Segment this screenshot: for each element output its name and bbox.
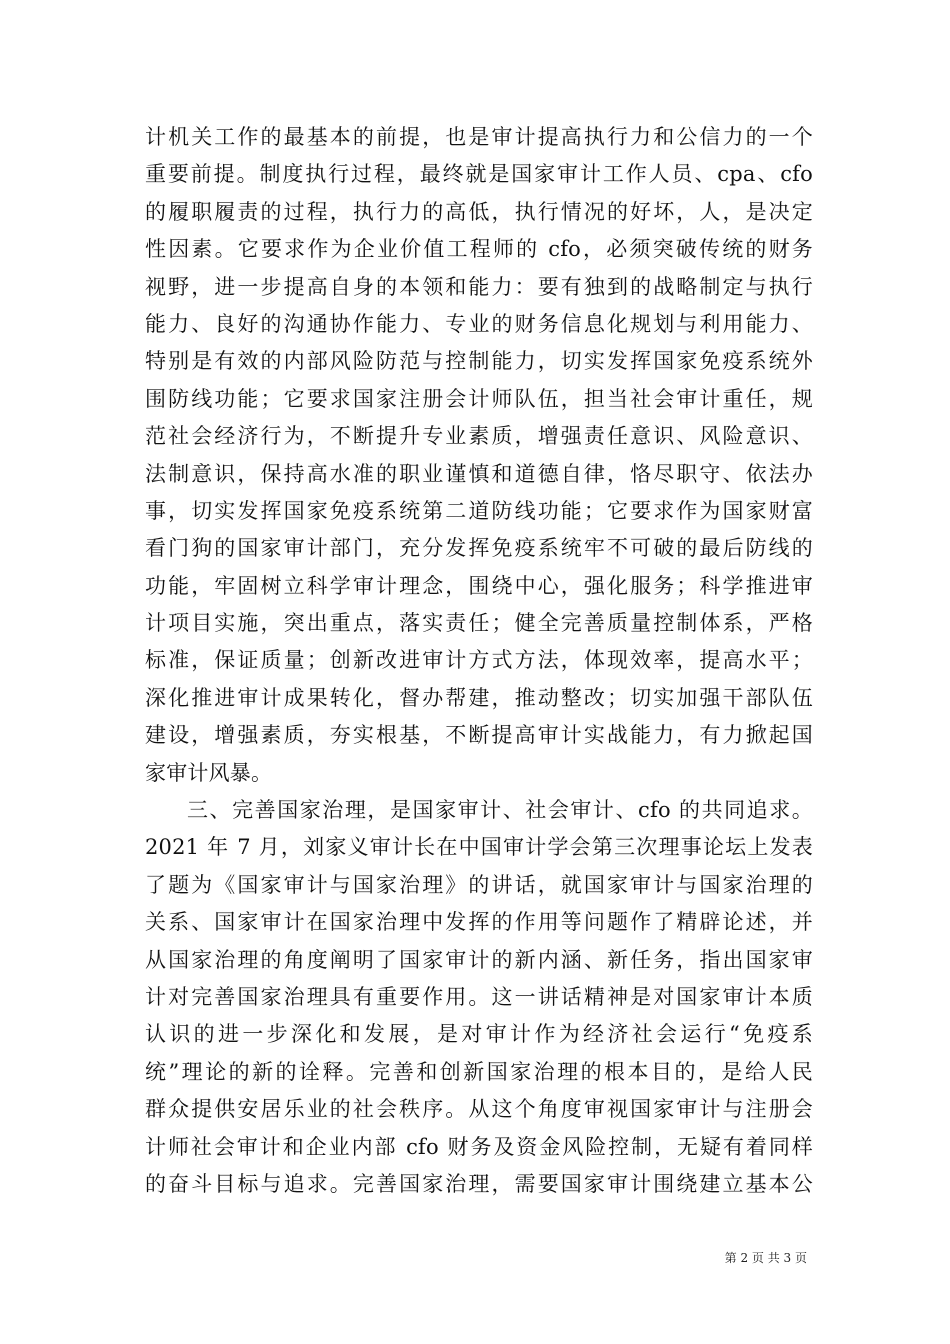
text-line: 认识的进一步深化和发展，是对审计作为经济社会运行“免疫系 xyxy=(145,1022,813,1047)
text-line: 计对完善国家治理具有重要作用。这一讲话精神是对国家审计本质 xyxy=(145,984,813,1009)
text-line: 计师社会审计和企业内部 cfo 财务及资金风险控制，无疑有着同样 xyxy=(145,1134,813,1159)
text-line: 建设，增强素质，夯实根基，不断提高审计实战能力，有力掀起国 xyxy=(145,723,813,748)
text-line: 2021 年 7 月，刘家义审计长在中国审计学会第三次理事论坛上发表 xyxy=(145,835,813,860)
text-line: 事，切实发挥国家免疫系统第二道防线功能；它要求作为国家财富 xyxy=(145,498,813,523)
text-line: 性因素。它要求作为企业价值工程师的 cfo，必须突破传统的财务 xyxy=(145,237,813,262)
text-line: 计项目实施，突出重点，落实责任；健全完善质量控制体系，严格 xyxy=(145,611,813,636)
text-line: 法制意识，保持高水准的职业谨慎和道德自律，恪尽职守、依法办 xyxy=(145,461,813,486)
body-text xyxy=(145,119,813,1203)
text-line: 深化推进审计成果转化，督办帮建，推动整改；切实加强干部队伍 xyxy=(145,685,813,710)
text-line: 计机关工作的最基本的前提，也是审计提高执行力和公信力的一个 xyxy=(145,125,813,149)
page-number: 第 2 页 共 3 页 xyxy=(724,1251,807,1265)
text-line: 围防线功能；它要求国家注册会计师队伍，担当社会审计重任，规 xyxy=(145,386,813,411)
text-line: 群众提供安居乐业的社会秩序。从这个角度审视国家审计与注册会 xyxy=(145,1097,813,1122)
text-line: 视野，进一步提高自身的本领和能力：要有独到的战略制定与执行 xyxy=(145,274,813,299)
text-line: 统”理论的新的诠释。完善和创新国家治理的根本目的，是给人民 xyxy=(145,1059,813,1084)
text-line: 了题为《国家审计与国家治理》的讲话，就国家审计与国家治理的 xyxy=(145,872,813,897)
text-line: 重要前提。制度执行过程，最终就是国家审计工作人员、cpa、cfo xyxy=(145,162,813,187)
text-line: 能力、良好的沟通协作能力、专业的财务信息化规划与利用能力、 xyxy=(145,311,813,336)
paragraph-end-line: 家审计风暴。 xyxy=(145,760,273,785)
text-line: 功能，牢固树立科学审计理念，围绕中心，强化服务；科学推进审 xyxy=(145,573,813,598)
text-line: 关系、国家审计在国家治理中发挥的作用等问题作了精辟论述，并 xyxy=(145,910,813,935)
text-line: 从国家治理的角度阐明了国家审计的新内涵、新任务，指出国家审 xyxy=(145,947,813,972)
text-line: 的履职履责的过程，执行力的高低，执行情况的好坏，人，是决定 xyxy=(145,199,813,224)
text-line: 标准，保证质量；创新改进审计方式方法，体现效率，提高水平； xyxy=(145,648,813,673)
text-line: 看门狗的国家审计部门，充分发挥免疫系统牢不可破的最后防线的 xyxy=(145,536,813,561)
text-line: 特别是有效的内部风险防范与控制能力，切实发挥国家免疫系统外 xyxy=(145,349,813,374)
text-line: 的奋斗目标与追求。完善国家治理，需要国家审计围绕建立基本公 xyxy=(145,1171,813,1196)
text-line: 范社会经济行为，不断提升专业素质，增强责任意识、风险意识、 xyxy=(145,424,813,449)
section-heading-line: 三、完善国家治理，是国家审计、社会审计、cfo 的共同追求。 xyxy=(187,798,813,823)
